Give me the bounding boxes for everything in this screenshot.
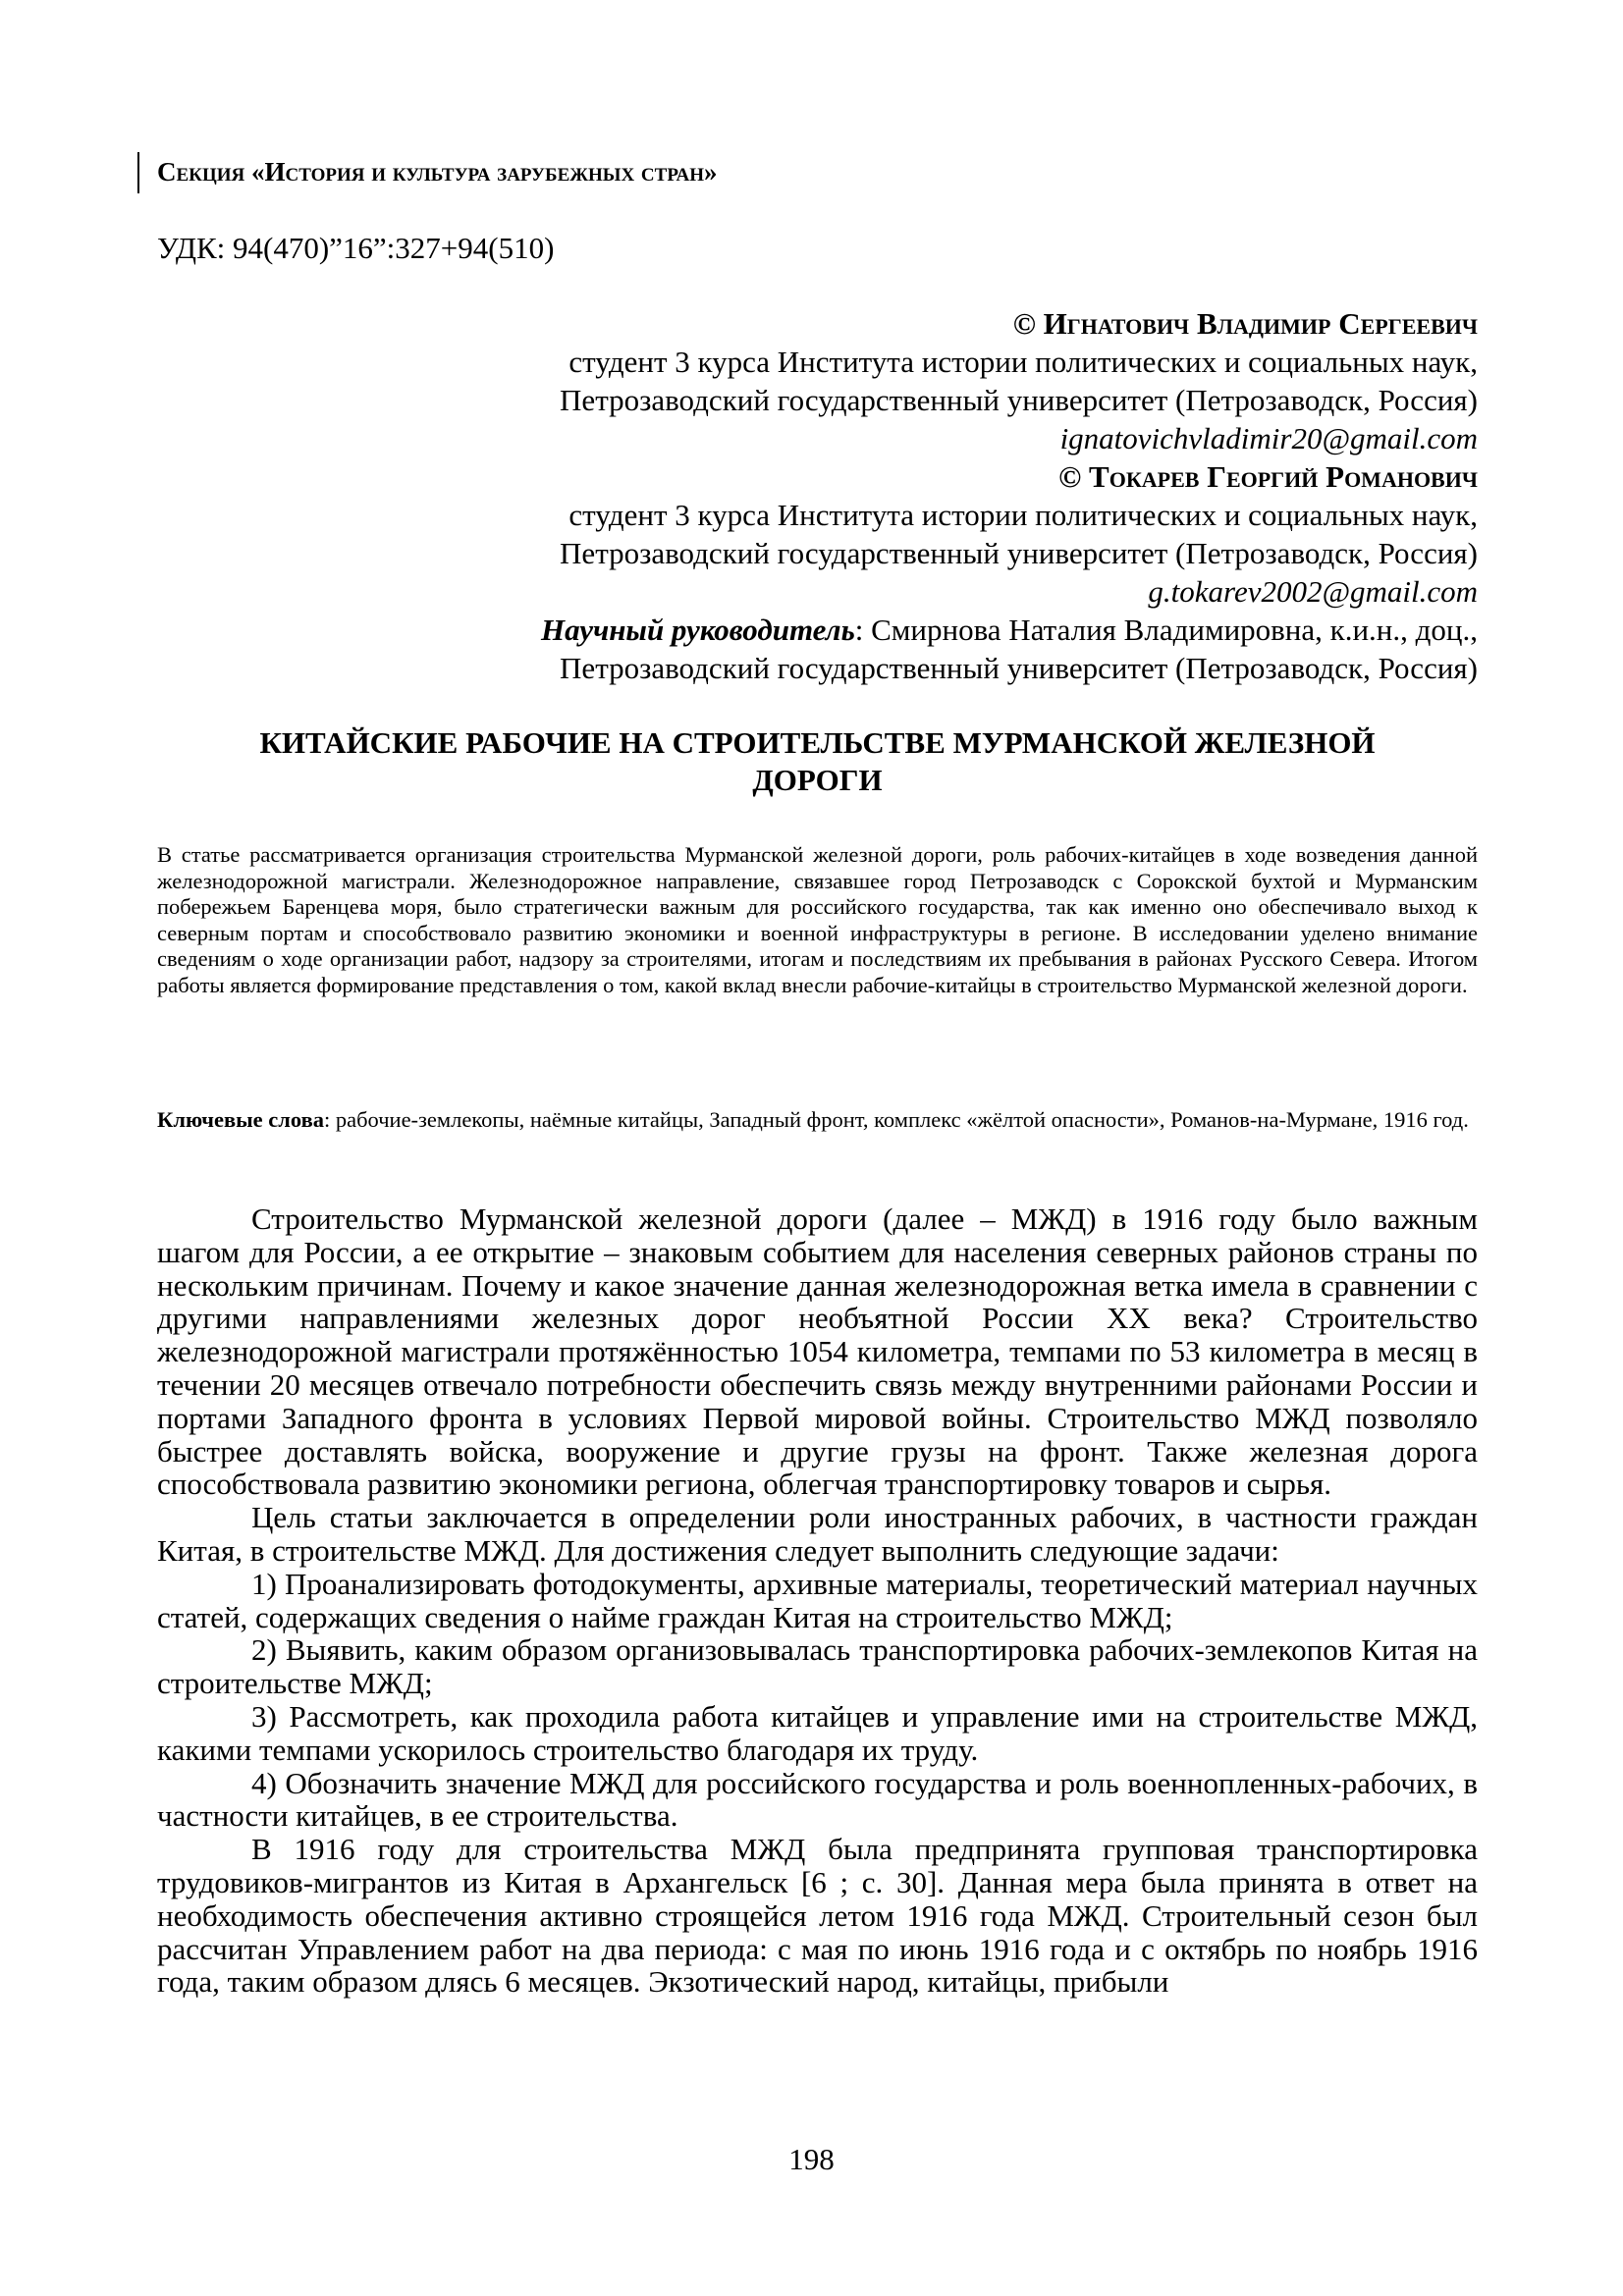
udk-code: УДК: 94(470)”16”:327+94(510): [157, 231, 555, 265]
supervisor-line: [432, 611, 1478, 649]
task-item-2: 2) Выявить, каким образом организовывалась транспортировка рабочих-землекопов Китая на строительстве МЖД;: [157, 1632, 1478, 1701]
supervisor-name: : Смирнова Наталия Владимировна, к.и.н., доц.,: [854, 613, 1478, 647]
body-paragraph-1: Строительство Мурманской железной дороги (далее – МЖД) в 1916 году было важным шагом для России, а ее открытие – знаковым событием для населения северных районов страны по нескольким причинам. Почему и какое значение данная железнодорожная ветка имела в сравнении с другими направлениями железных дорог необъятной России XX века? Строительство железнодорожной магистрали протяжённостью 1054 километра, темпами по 53 километра в месяц в течении 20 месяцев отвечало потребности обеспечить связь между внутренними районами России и портами Западного фронта в условиях Первой мировой войны. Строительство МЖД позволяло быстрее доставлять войска, вооружение и другие грузы на фронт. Также железная дорога способствовала развитию экономики региона, облегчая транспортировку товаров и сырья.: [157, 1201, 1478, 1502]
author-2-email[interactable]: g.tokarev2002@gmail.com: [1148, 574, 1478, 609]
author-1-email[interactable]: ignatovichvladimir20@gmail.com: [1059, 421, 1478, 455]
task-item-1: 1) Проанализировать фотодокументы, архивные материалы, теоретический материал научных статей, содержащих сведения о найме граждан Китая на строительство МЖД;: [157, 1566, 1478, 1634]
supervisor-affiliation: Петрозаводский государственный университет (Петрозаводск, Россия): [560, 651, 1478, 685]
task-item-4: 4) Обозначить значение МЖД для российского государства и роль военнопленных-рабочих, в частности китайцев, в ее строительства.: [157, 1765, 1478, 1834]
keywords: [157, 1107, 1478, 1134]
page-number: 198: [788, 2142, 835, 2176]
authors-block: [432, 304, 1478, 687]
body-paragraph-2: Цель статьи заключается в определении роли иностранных рабочих, в частности граждан Китая, в строительстве МЖД. Для достижения следует выполнить следующие задачи:: [157, 1500, 1478, 1568]
keywords-text: : рабочие-землекопы, наёмные китайцы, Западный фронт, комплекс «жёлтой опасности», Романов-на-Мурмане, 1916 год.: [323, 1107, 1469, 1132]
section-marker-bar: [137, 152, 139, 193]
keywords-label: Ключевые слова: [157, 1107, 324, 1132]
article-title-line-2: ДОРОГИ: [752, 763, 883, 797]
author-2-name: © Токарев Георгий Романович: [1058, 459, 1478, 494]
body-text: [157, 1202, 1478, 1999]
supervisor-label: Научный руководитель: [540, 613, 855, 647]
section-header: Секция «История и культура зарубежных стран»: [157, 157, 718, 187]
author-1-affiliation: Петрозаводский государственный университет (Петрозаводск, Россия): [560, 383, 1478, 417]
author-1-name: © Игнатович Владимир Сергеевич: [1012, 306, 1478, 341]
author-1-position: студент 3 курса Института истории политических и социальных наук,: [568, 345, 1478, 379]
author-2-position: студент 3 курса Института истории политических и социальных наук,: [568, 498, 1478, 532]
task-item-3: 3) Рассмотреть, как проходила работа китайцев и управление ими на строительстве МЖД, какими темпами ускорилось строительство благодаря их труду.: [157, 1698, 1478, 1767]
article-title: [157, 724, 1478, 799]
body-paragraph-3: В 1916 году для строительства МЖД была предпринята групповая транспортировка трудовиков-мигрантов из Китая в Архангельск [6 ; с. 30]. Данная мера была принята в ответ на необходимость обеспечения активно строящейся летом 1916 года МЖД. Строительный сезон был рассчитан Управлением работ на два периода: с мая по июнь 1916 года и с октябрь по ноябрь 1916 года, таким образом длясь 6 месяцев. Экзотический народ, китайцы, прибыли: [157, 1832, 1478, 2000]
article-title-line-1: КИТАЙСКИЕ РАБОЧИЕ НА СТРОИТЕЛЬСТВЕ МУРМАНСКОЙ ЖЕЛЕЗНОЙ: [259, 725, 1376, 760]
author-2-affiliation: Петрозаводский государственный университет (Петрозаводск, Россия): [560, 536, 1478, 570]
abstract: В статье рассматривается организация строительства Мурманской железной дороги, роль рабочих-китайцев в ходе возведения данной железнодорожной магистрали. Железнодорожное направление, связавшее город Петрозаводск с Сорокской бухтой и Мурманским побережьем Баренцева моря, было стратегически важным для российского государства, так как именно оно обеспечивало выход к северным портам и способствовало развитию экономики и военной инфраструктуры в регионе. В исследовании уделено внимание сведениям о ходе организации работ, надзору за строителями, итогам и последствиям их пребывания в районах Русского Севера. Итогом работы является формирование представления о том, какой вклад внесли рабочие-китайцы в строительство Мурманской железной дороги.: [157, 842, 1478, 997]
